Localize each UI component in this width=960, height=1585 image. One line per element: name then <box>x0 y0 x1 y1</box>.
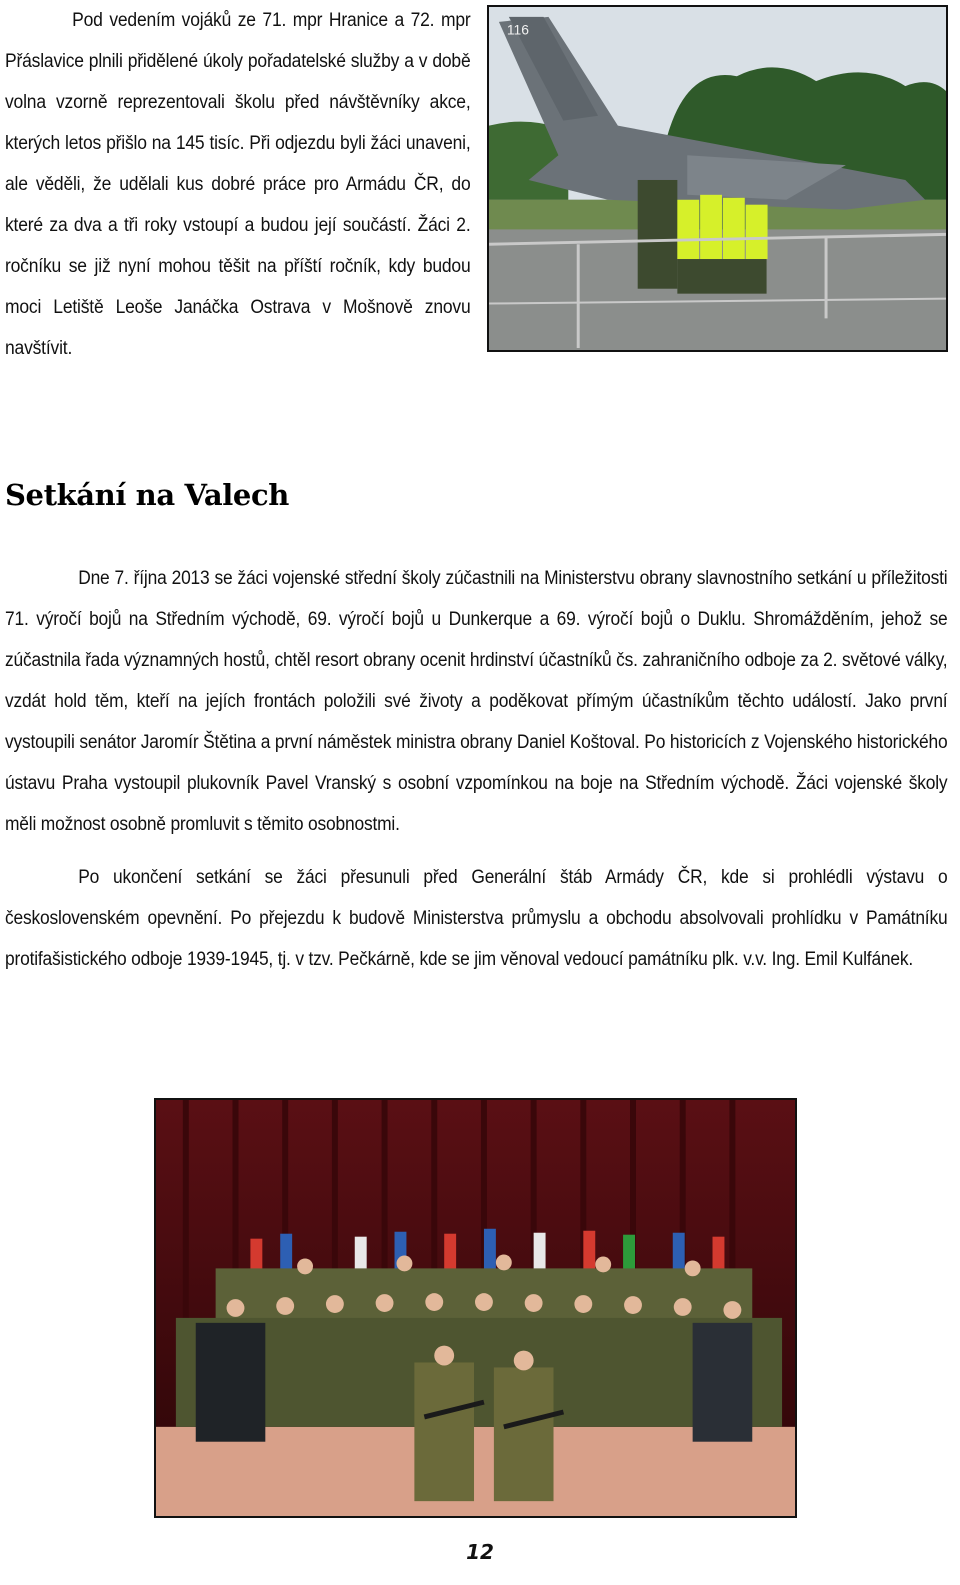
section-body <box>5 558 947 980</box>
section-heading: Setkání na Valech <box>5 478 289 512</box>
airshow-photo <box>487 5 948 352</box>
page-number: 12 <box>466 1540 494 1564</box>
ceremony-group-photo <box>154 1098 797 1518</box>
paragraph-2: Po ukončení setkání se žáci přesunuli před Generální štáb Armády ČR, kde si prohlédli výstavu o československém opevnění. Po přejezdu k budově Ministerstva průmyslu a obchodu absolvovali prohlídku v Památníku protifašistického odboje 1939-1945, tj. v tzv. Pečkárně, kde se jim věnoval vedoucí památníku plk. v.v. Ing. Emil Kulfánek. <box>5 867 948 970</box>
airshow-photo-image <box>489 7 946 350</box>
paragraph-1: Dne 7. října 2013 se žáci vojenské střední školy zúčastnili na Ministerstvu obrany slavnostního setkání u příležitosti 71. výročí bojů na Středním východě, 69. výročí bojů u Dunkerque a 69. výročí bojů o Duklu. Shromážděním, jehož se zúčastnila řada významných hostů, chtěl resort obrany ocenit hrdinství účastníků čs. zahraničního odboje za 2. světové války, vzdát hold těm, kteří na jejích frontách položili své životy a poděkovat přímým účastníkům těchto událostí. Jako první vystoupili senátor Jaromír Štětina a první náměstek ministra obrany Daniel Koštoval. Po historicích z Vojenského historického ústavu Praha vystoupil plukovník Pavel Vranský s osobní vzpomínkou na boje na Středním východě. Žáci vojenské školy měli možnost osobně promluvit s těmito osobnostmi. <box>5 568 948 835</box>
intro-text-column <box>5 0 471 369</box>
ceremony-photo-image <box>156 1100 795 1516</box>
intro-paragraph: Pod vedením vojáků ze 71. mpr Hranice a 72. mpr Přáslavice plnili přidělené úkoly pořadatelské služby a v době volna vzorně reprezentovali školu před návštěvníky akce, kterých letos přišlo na 145 tisíc. Při odjezdu byli žáci unaveni, ale věděli, že udělali kus dobré práce pro Armádu ČR, do které za dva a tři roky vstoupí a budou její součástí. Žáci 2. ročníku se již nyní mohou těšit na příští ročník, kdy budou moci Letiště Leoše Janáčka Ostrava v Mošnově znovu navštívit. <box>5 10 471 359</box>
tail-number-text: 116 <box>506 21 529 38</box>
